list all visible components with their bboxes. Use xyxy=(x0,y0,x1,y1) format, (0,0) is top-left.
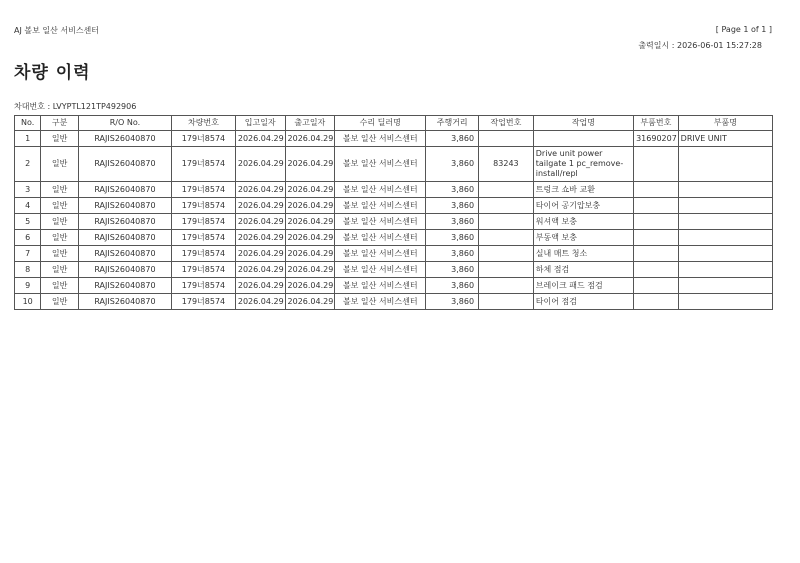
cell-ro-no: RAJIS26040870 xyxy=(78,246,171,262)
cell-plate: 179너8574 xyxy=(172,294,236,310)
cell-dealer: 볼보 일산 서비스센터 xyxy=(335,294,426,310)
table-row xyxy=(15,214,773,230)
cell-in-date: 2026.04.29 xyxy=(235,230,285,246)
cell-job-name: 브레이크 패드 점검 xyxy=(533,278,633,294)
cell-job-no xyxy=(479,214,534,230)
cell-ro-no: RAJIS26040870 xyxy=(78,147,171,182)
cell-mileage: 3,860 xyxy=(426,182,479,198)
cell-part-no xyxy=(634,246,679,262)
cell-job-name: 타이어 점검 xyxy=(533,294,633,310)
cell-out-date: 2026.04.29 xyxy=(285,147,335,182)
cell-plate: 179너8574 xyxy=(172,278,236,294)
cell-no: 5 xyxy=(15,214,41,230)
cell-out-date: 2026.04.29 xyxy=(285,294,335,310)
cell-plate: 179너8574 xyxy=(172,214,236,230)
table-row xyxy=(15,278,773,294)
cell-out-date: 2026.04.29 xyxy=(285,131,335,147)
cell-no: 1 xyxy=(15,131,41,147)
cell-ro-no: RAJIS26040870 xyxy=(78,278,171,294)
table-header-row xyxy=(15,116,773,131)
cell-no: 6 xyxy=(15,230,41,246)
cell-job-no xyxy=(479,262,534,278)
cell-type: 일반 xyxy=(41,278,78,294)
printed-datetime: 출력일시 : 2026-06-01 15:27:28 xyxy=(638,41,762,50)
col-header-part-no: 부품번호 xyxy=(634,116,679,131)
cell-part-name xyxy=(678,147,772,182)
cell-in-date: 2026.04.29 xyxy=(235,246,285,262)
cell-type: 일반 xyxy=(41,246,78,262)
cell-mileage: 3,860 xyxy=(426,230,479,246)
cell-dealer: 볼보 일산 서비스센터 xyxy=(335,198,426,214)
cell-job-no xyxy=(479,246,534,262)
cell-job-no xyxy=(479,198,534,214)
cell-out-date: 2026.04.29 xyxy=(285,262,335,278)
cell-job-name: 부동액 보충 xyxy=(533,230,633,246)
cell-ro-no: RAJIS26040870 xyxy=(78,198,171,214)
cell-out-date: 2026.04.29 xyxy=(285,246,335,262)
cell-part-name xyxy=(678,278,772,294)
table-row xyxy=(15,198,773,214)
cell-job-name: 실내 매트 청소 xyxy=(533,246,633,262)
cell-no: 9 xyxy=(15,278,41,294)
cell-job-name: 워셔액 보충 xyxy=(533,214,633,230)
cell-out-date: 2026.04.29 xyxy=(285,278,335,294)
cell-no: 10 xyxy=(15,294,41,310)
cell-part-name xyxy=(678,246,772,262)
cell-ro-no: RAJIS26040870 xyxy=(78,182,171,198)
cell-in-date: 2026.04.29 xyxy=(235,214,285,230)
table-row xyxy=(15,131,773,147)
cell-job-no xyxy=(479,278,534,294)
cell-part-name xyxy=(678,182,772,198)
cell-part-no xyxy=(634,230,679,246)
cell-part-name: DRIVE UNIT xyxy=(678,131,772,147)
page-title: 차량 이력 xyxy=(14,63,91,83)
cell-no: 2 xyxy=(15,147,41,182)
cell-in-date: 2026.04.29 xyxy=(235,182,285,198)
col-header-dealer: 수리 딜러명 xyxy=(335,116,426,131)
cell-ro-no: RAJIS26040870 xyxy=(78,214,171,230)
table-row xyxy=(15,294,773,310)
cell-mileage: 3,860 xyxy=(426,131,479,147)
cell-part-name xyxy=(678,198,772,214)
col-header-mileage: 주행거리 xyxy=(426,116,479,131)
cell-type: 일반 xyxy=(41,294,78,310)
cell-plate: 179너8574 xyxy=(172,230,236,246)
cell-job-name: 타이어 공기압보충 xyxy=(533,198,633,214)
cell-job-no xyxy=(479,230,534,246)
col-header-ro-no: R/O No. xyxy=(78,116,171,131)
cell-plate: 179너8574 xyxy=(172,198,236,214)
cell-plate: 179너8574 xyxy=(172,147,236,182)
cell-dealer: 볼보 일산 서비스센터 xyxy=(335,147,426,182)
col-header-plate: 차량번호 xyxy=(172,116,236,131)
cell-type: 일반 xyxy=(41,147,78,182)
page-indicator: [ Page 1 of 1 ] xyxy=(715,25,772,34)
table-row xyxy=(15,147,773,182)
cell-dealer: 볼보 일산 서비스센터 xyxy=(335,246,426,262)
cell-ro-no: RAJIS26040870 xyxy=(78,230,171,246)
cell-part-no xyxy=(634,182,679,198)
cell-dealer: 볼보 일산 서비스센터 xyxy=(335,278,426,294)
cell-mileage: 3,860 xyxy=(426,214,479,230)
cell-out-date: 2026.04.29 xyxy=(285,198,335,214)
col-header-out-date: 출고일자 xyxy=(285,116,335,131)
cell-in-date: 2026.04.29 xyxy=(235,278,285,294)
cell-no: 3 xyxy=(15,182,41,198)
vin-number: 차대번호 : LVYPTL121TP492906 xyxy=(14,102,137,111)
cell-dealer: 볼보 일산 서비스센터 xyxy=(335,131,426,147)
cell-job-no xyxy=(479,131,534,147)
cell-dealer: 볼보 일산 서비스센터 xyxy=(335,182,426,198)
cell-part-no xyxy=(634,198,679,214)
cell-mileage: 3,860 xyxy=(426,294,479,310)
cell-in-date: 2026.04.29 xyxy=(235,131,285,147)
vehicle-history-table xyxy=(14,115,773,310)
cell-part-name xyxy=(678,230,772,246)
cell-no: 4 xyxy=(15,198,41,214)
company-name: AJ 볼보 일산 서비스센터 xyxy=(14,26,100,35)
cell-part-no xyxy=(634,214,679,230)
cell-mileage: 3,860 xyxy=(426,147,479,182)
cell-part-name xyxy=(678,262,772,278)
cell-part-no: 31690207 xyxy=(634,131,679,147)
col-header-in-date: 입고일자 xyxy=(235,116,285,131)
cell-out-date: 2026.04.29 xyxy=(285,214,335,230)
cell-out-date: 2026.04.29 xyxy=(285,230,335,246)
cell-part-no xyxy=(634,278,679,294)
cell-in-date: 2026.04.29 xyxy=(235,198,285,214)
cell-part-no xyxy=(634,147,679,182)
col-header-no: No. xyxy=(15,116,41,131)
cell-mileage: 3,860 xyxy=(426,246,479,262)
cell-ro-no: RAJIS26040870 xyxy=(78,294,171,310)
cell-job-name xyxy=(533,131,633,147)
cell-part-no xyxy=(634,262,679,278)
cell-job-no xyxy=(479,182,534,198)
cell-part-name xyxy=(678,214,772,230)
cell-no: 8 xyxy=(15,262,41,278)
cell-ro-no: RAJIS26040870 xyxy=(78,131,171,147)
cell-type: 일반 xyxy=(41,131,78,147)
cell-job-name: 트렁크 쇼바 교환 xyxy=(533,182,633,198)
cell-in-date: 2026.04.29 xyxy=(235,294,285,310)
col-header-type: 구분 xyxy=(41,116,78,131)
col-header-part-name: 부품명 xyxy=(678,116,772,131)
cell-plate: 179너8574 xyxy=(172,246,236,262)
cell-job-no: 83243 xyxy=(479,147,534,182)
cell-mileage: 3,860 xyxy=(426,278,479,294)
cell-type: 일반 xyxy=(41,198,78,214)
cell-mileage: 3,860 xyxy=(426,198,479,214)
cell-mileage: 3,860 xyxy=(426,262,479,278)
cell-ro-no: RAJIS26040870 xyxy=(78,262,171,278)
cell-type: 일반 xyxy=(41,214,78,230)
cell-type: 일반 xyxy=(41,262,78,278)
cell-job-no xyxy=(479,294,534,310)
cell-plate: 179너8574 xyxy=(172,262,236,278)
cell-type: 일반 xyxy=(41,230,78,246)
cell-dealer: 볼보 일산 서비스센터 xyxy=(335,262,426,278)
col-header-job-name: 작업명 xyxy=(533,116,633,131)
table-row xyxy=(15,262,773,278)
cell-job-name: Drive unit power tailgate 1 pc_remove-install/repl xyxy=(533,147,633,182)
cell-plate: 179너8574 xyxy=(172,131,236,147)
table-row xyxy=(15,182,773,198)
cell-part-no xyxy=(634,294,679,310)
cell-in-date: 2026.04.29 xyxy=(235,262,285,278)
cell-job-name: 하체 점검 xyxy=(533,262,633,278)
cell-in-date: 2026.04.29 xyxy=(235,147,285,182)
cell-type: 일반 xyxy=(41,182,78,198)
cell-plate: 179너8574 xyxy=(172,182,236,198)
cell-no: 7 xyxy=(15,246,41,262)
cell-out-date: 2026.04.29 xyxy=(285,182,335,198)
cell-dealer: 볼보 일산 서비스센터 xyxy=(335,214,426,230)
table-row xyxy=(15,246,773,262)
col-header-job-no: 작업번호 xyxy=(479,116,534,131)
cell-dealer: 볼보 일산 서비스센터 xyxy=(335,230,426,246)
table-row xyxy=(15,230,773,246)
cell-part-name xyxy=(678,294,772,310)
